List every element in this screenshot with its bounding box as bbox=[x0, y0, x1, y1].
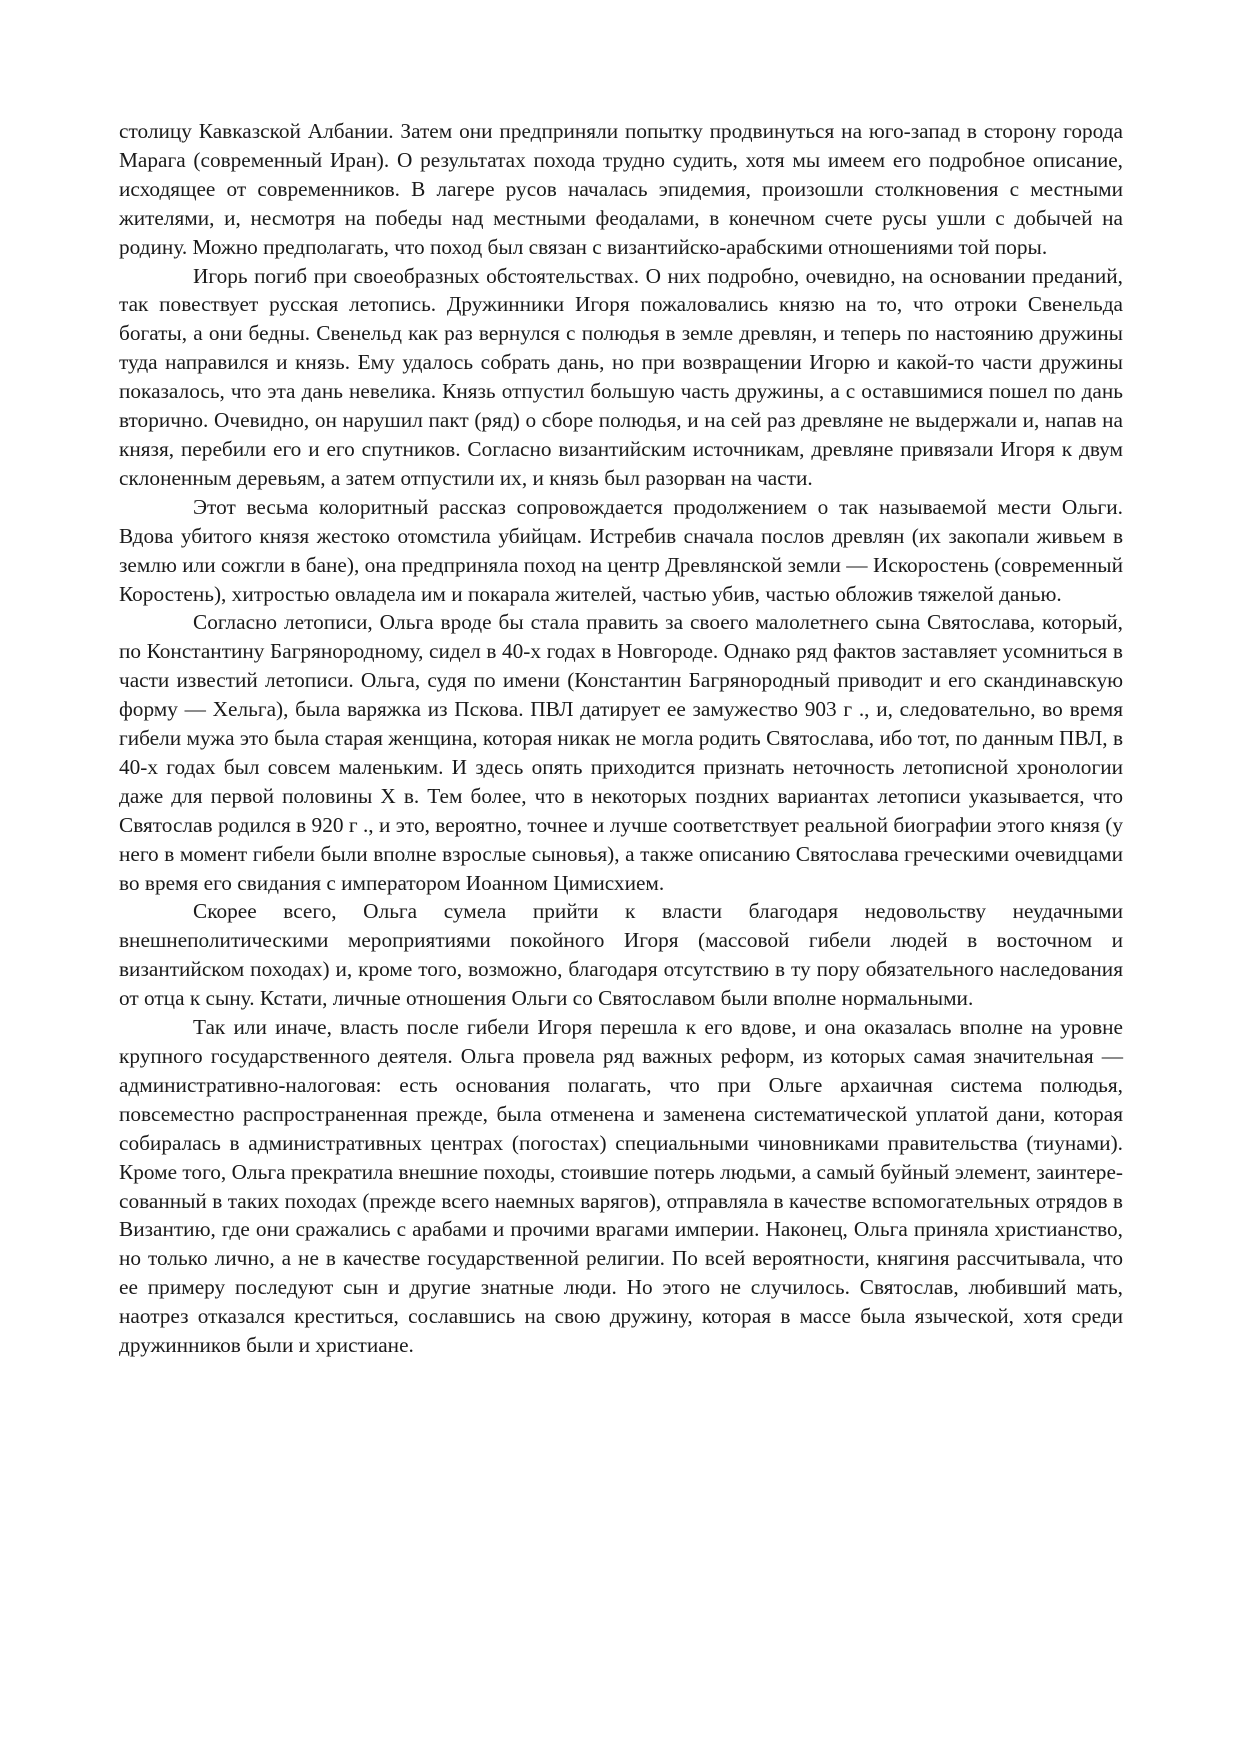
paragraph-olga-revenge: Этот весьма колоритный рассказ сопровождается продолжением о так называемой мести Ольги. Вдова убитого князя жестоко отомстила убийцам. Истребив сначала послов древлян (их закопали живьем в землю или сожгли в бане), она предприняла поход на центр Древлянской земли — Искоростень (современный Коростень), хитростью овладела им и покарала жителей, частью убив, частью обложив тяжелой данью. bbox=[119, 494, 1123, 606]
paragraph-igor-death: Игорь погиб при своеобразных обстоятельствах. О них подробно, очевидно, на основании преданий, так повествует русская летопись. Дружинники Игоря пожаловались князю на то, что отроки Свенельда богаты, а они бедны. Свенельд как раз вернулся с полюдья в земле древлян, и теперь по настоянию дружины туда направился и князь. Ему удалось собрать дань, но при возвращении Игорю и какой-то части дружины показалось, что эта дань невелика. Князь отпустил большую часть дружины, а с оставшимися пошел по дань вторично. Очевидно, он нарушил пакт (ряд) о сборе полюдья, и на сей раз древляне не выдержали и, напав на князя, перебили его и его спутников. Согласно византийским источникам, древляне привязали Игоря к двум склоненным деревьям, а затем отпустили их, и князь был разорван на части. bbox=[119, 263, 1123, 490]
document-page bbox=[119, 117, 1123, 1360]
paragraph-olga-power: Скорее всего, Ольга сумела прийти к власти благодаря недовольству неудачными внешнеполитическими мероприятиями покойного Игоря (массовой гибели людей в восточном и византийском походах) и, кроме того, возможно, благодаря отсутствию в ту пору обязательного наследования от отца к сыну. Кстати, личные отношения Ольги со Святославом были вполне нормальными. bbox=[119, 899, 1123, 1011]
paragraph-olga-regency: Согласно летописи, Ольга вроде бы стала править за своего малолетнего сына Святослава, который, по Константину Багрянородному, сидел в 40-х годах в Новгороде. Однако ряд фактов заставляет усомниться в части известий летописи. Ольга, судя по имени (Константин Багрянородный приводит и его скандинавскую форму — Хельга), была варяжка из Пскова. ПВЛ датирует ее замужество 903 г ., и, следовательно, во время гибели мужа это была старая женщина, которая никак не могла родить Святослава, ибо тот, по данным ПВЛ, в 40-х годах был совсем маленьким. И здесь опять приходится признать неточность летописной хронологии даже для первой половины X в. Тем более, что в некоторых поздних вариантах летописи указывается, что Святослав родился в 920 г ., и это, вероятно, точнее и лучше соответствует реальной биографии этого князя (у него в момент гибели были вполне взрослые сыновья), а также описанию Святослава греческими очевидцами во время его свидания с императором Иоанном Цимисхием. bbox=[119, 610, 1123, 895]
paragraph-albania-campaign: столицу Кавказской Албании. Затем они предприняли попытку продвинуться на юго-запад в сторону города Марага (современный Иран). О результатах похода трудно судить, хотя мы имеем его подробное описание, исходящее от современников. В лагере русов началась эпидемия, произошли столкновения с местными жителями, и, несмотря на победы над местными феодалами, в конечном счете русы ушли с добычей на родину. Можно предполагать, что поход был связан с византийско-арабскими отношениями той поры. bbox=[119, 119, 1123, 259]
paragraph-olga-reforms: Так или иначе, власть после гибели Игоря перешла к его вдове, и она оказалась вполне на уровне крупного государственного деятеля. Ольга провела ряд важных реформ, из которых самая значительная — административно-налоговая: есть основания полагать, что при Ольге архаичная система полюдья, повсеместно распространенная прежде, была отменена и заменена систематической уплатой дани, которая собиралась в административных центрах (погостах) специальными чиновниками правительства (тиунами). Кроме того, Ольга прекратила внешние походы, стоившие потерь людьми, а самый буйный элемент, заинтересованный в таких походах (прежде всего наемных варягов), отправляла в качестве вспомогательных отрядов в Византию, где они сражались с арабами и прочими врагами империи. Наконец, Ольга приняла христианство, но только лично, а не в качестве государственной религии. По всей вероятности, княгиня рассчитывала, что ее примеру последуют сын и другие знатные люди. Но этого не случилось. Святослав, любивший мать, наотрез отказался креститься, сославшись на свою дружину, которая в массе была языческой, хотя среди дружинников были и христиане. bbox=[119, 1015, 1123, 1358]
